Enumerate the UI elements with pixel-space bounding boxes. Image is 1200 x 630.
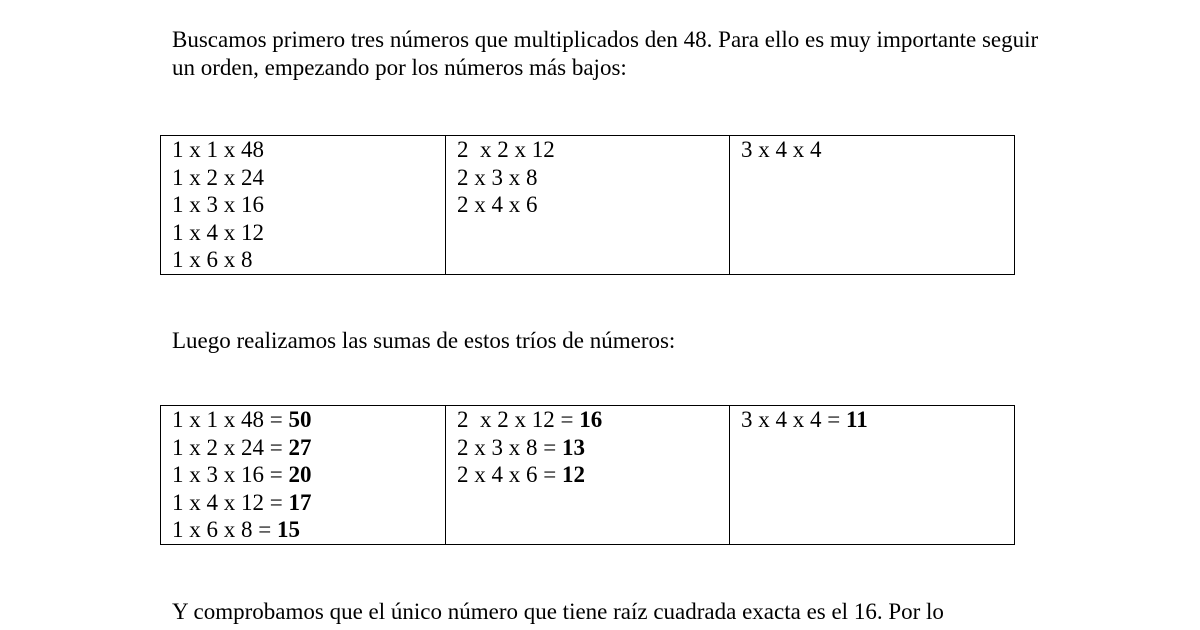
product-row: 1 x 6 x 8: [172, 247, 253, 273]
sum-row: [172, 434, 445, 462]
product-row: 1 x 3 x 16: [172, 192, 264, 218]
sums-column-3: [730, 406, 1014, 544]
product-row: 1 x 1 x 48: [172, 137, 264, 162]
sum-row: [457, 406, 729, 434]
sum-expression: 2 x 4 x 6 =: [457, 462, 562, 488]
sum-expression: 1 x 4 x 12 =: [172, 489, 289, 515]
sum-result: 12: [561, 462, 585, 488]
sum-expression: 3 x 4 x 4 =: [741, 407, 846, 432]
sum-expression: 1 x 3 x 16 =: [172, 462, 289, 488]
sum-result: 27: [288, 434, 312, 460]
sum-row: [172, 516, 445, 544]
sum-result: 15: [276, 517, 300, 543]
product-row: 2 x 4 x 6: [457, 192, 538, 218]
sums-column-2: [446, 406, 730, 544]
products-table: [160, 135, 1015, 275]
product-row: 1 x 2 x 24: [172, 164, 264, 190]
sums-intro-paragraph: Luego realizamos las sumas de estos tríos de números:: [172, 328, 676, 353]
sum-expression: 2 x 3 x 8 =: [457, 434, 562, 460]
products-column-1: [161, 136, 446, 274]
intro-paragraph: Buscamos primero tres números que multiplicados den 48. Para ello es muy importante seguir un orden, empezando por los números más bajos:: [172, 27, 1039, 80]
sum-expression: 1 x 1 x 48 =: [172, 407, 289, 432]
sum-expression: 1 x 6 x 8 =: [172, 517, 277, 543]
sums-table: [160, 405, 1015, 545]
sum-expression: 1 x 2 x 24 =: [172, 434, 289, 460]
sum-result: 16: [579, 407, 603, 432]
sum-row: [457, 434, 729, 462]
sum-row: [172, 406, 445, 434]
sum-row: [172, 489, 445, 517]
sum-expression: 2 x 2 x 12 =: [457, 407, 580, 432]
sum-result: 13: [561, 434, 585, 460]
sum-row: [457, 461, 729, 489]
sums-column-1: [161, 406, 446, 544]
product-row: 2 x 3 x 8: [457, 164, 538, 190]
product-row: 2 x 2 x 12: [457, 137, 555, 162]
product-row: 1 x 4 x 12: [172, 219, 264, 245]
products-column-3: [730, 136, 1014, 274]
conclusion-paragraph: Y comprobamos que el único número que tiene raíz cuadrada exacta es el 16. Por lo: [172, 599, 944, 624]
sum-result: 11: [845, 407, 868, 432]
products-column-2: [446, 136, 730, 274]
product-row: 3 x 4 x 4: [741, 137, 822, 162]
sum-row: [172, 461, 445, 489]
sum-row: [741, 406, 1014, 434]
sum-result: 50: [288, 407, 312, 432]
sum-result: 20: [288, 462, 312, 488]
sum-result: 17: [288, 489, 312, 515]
